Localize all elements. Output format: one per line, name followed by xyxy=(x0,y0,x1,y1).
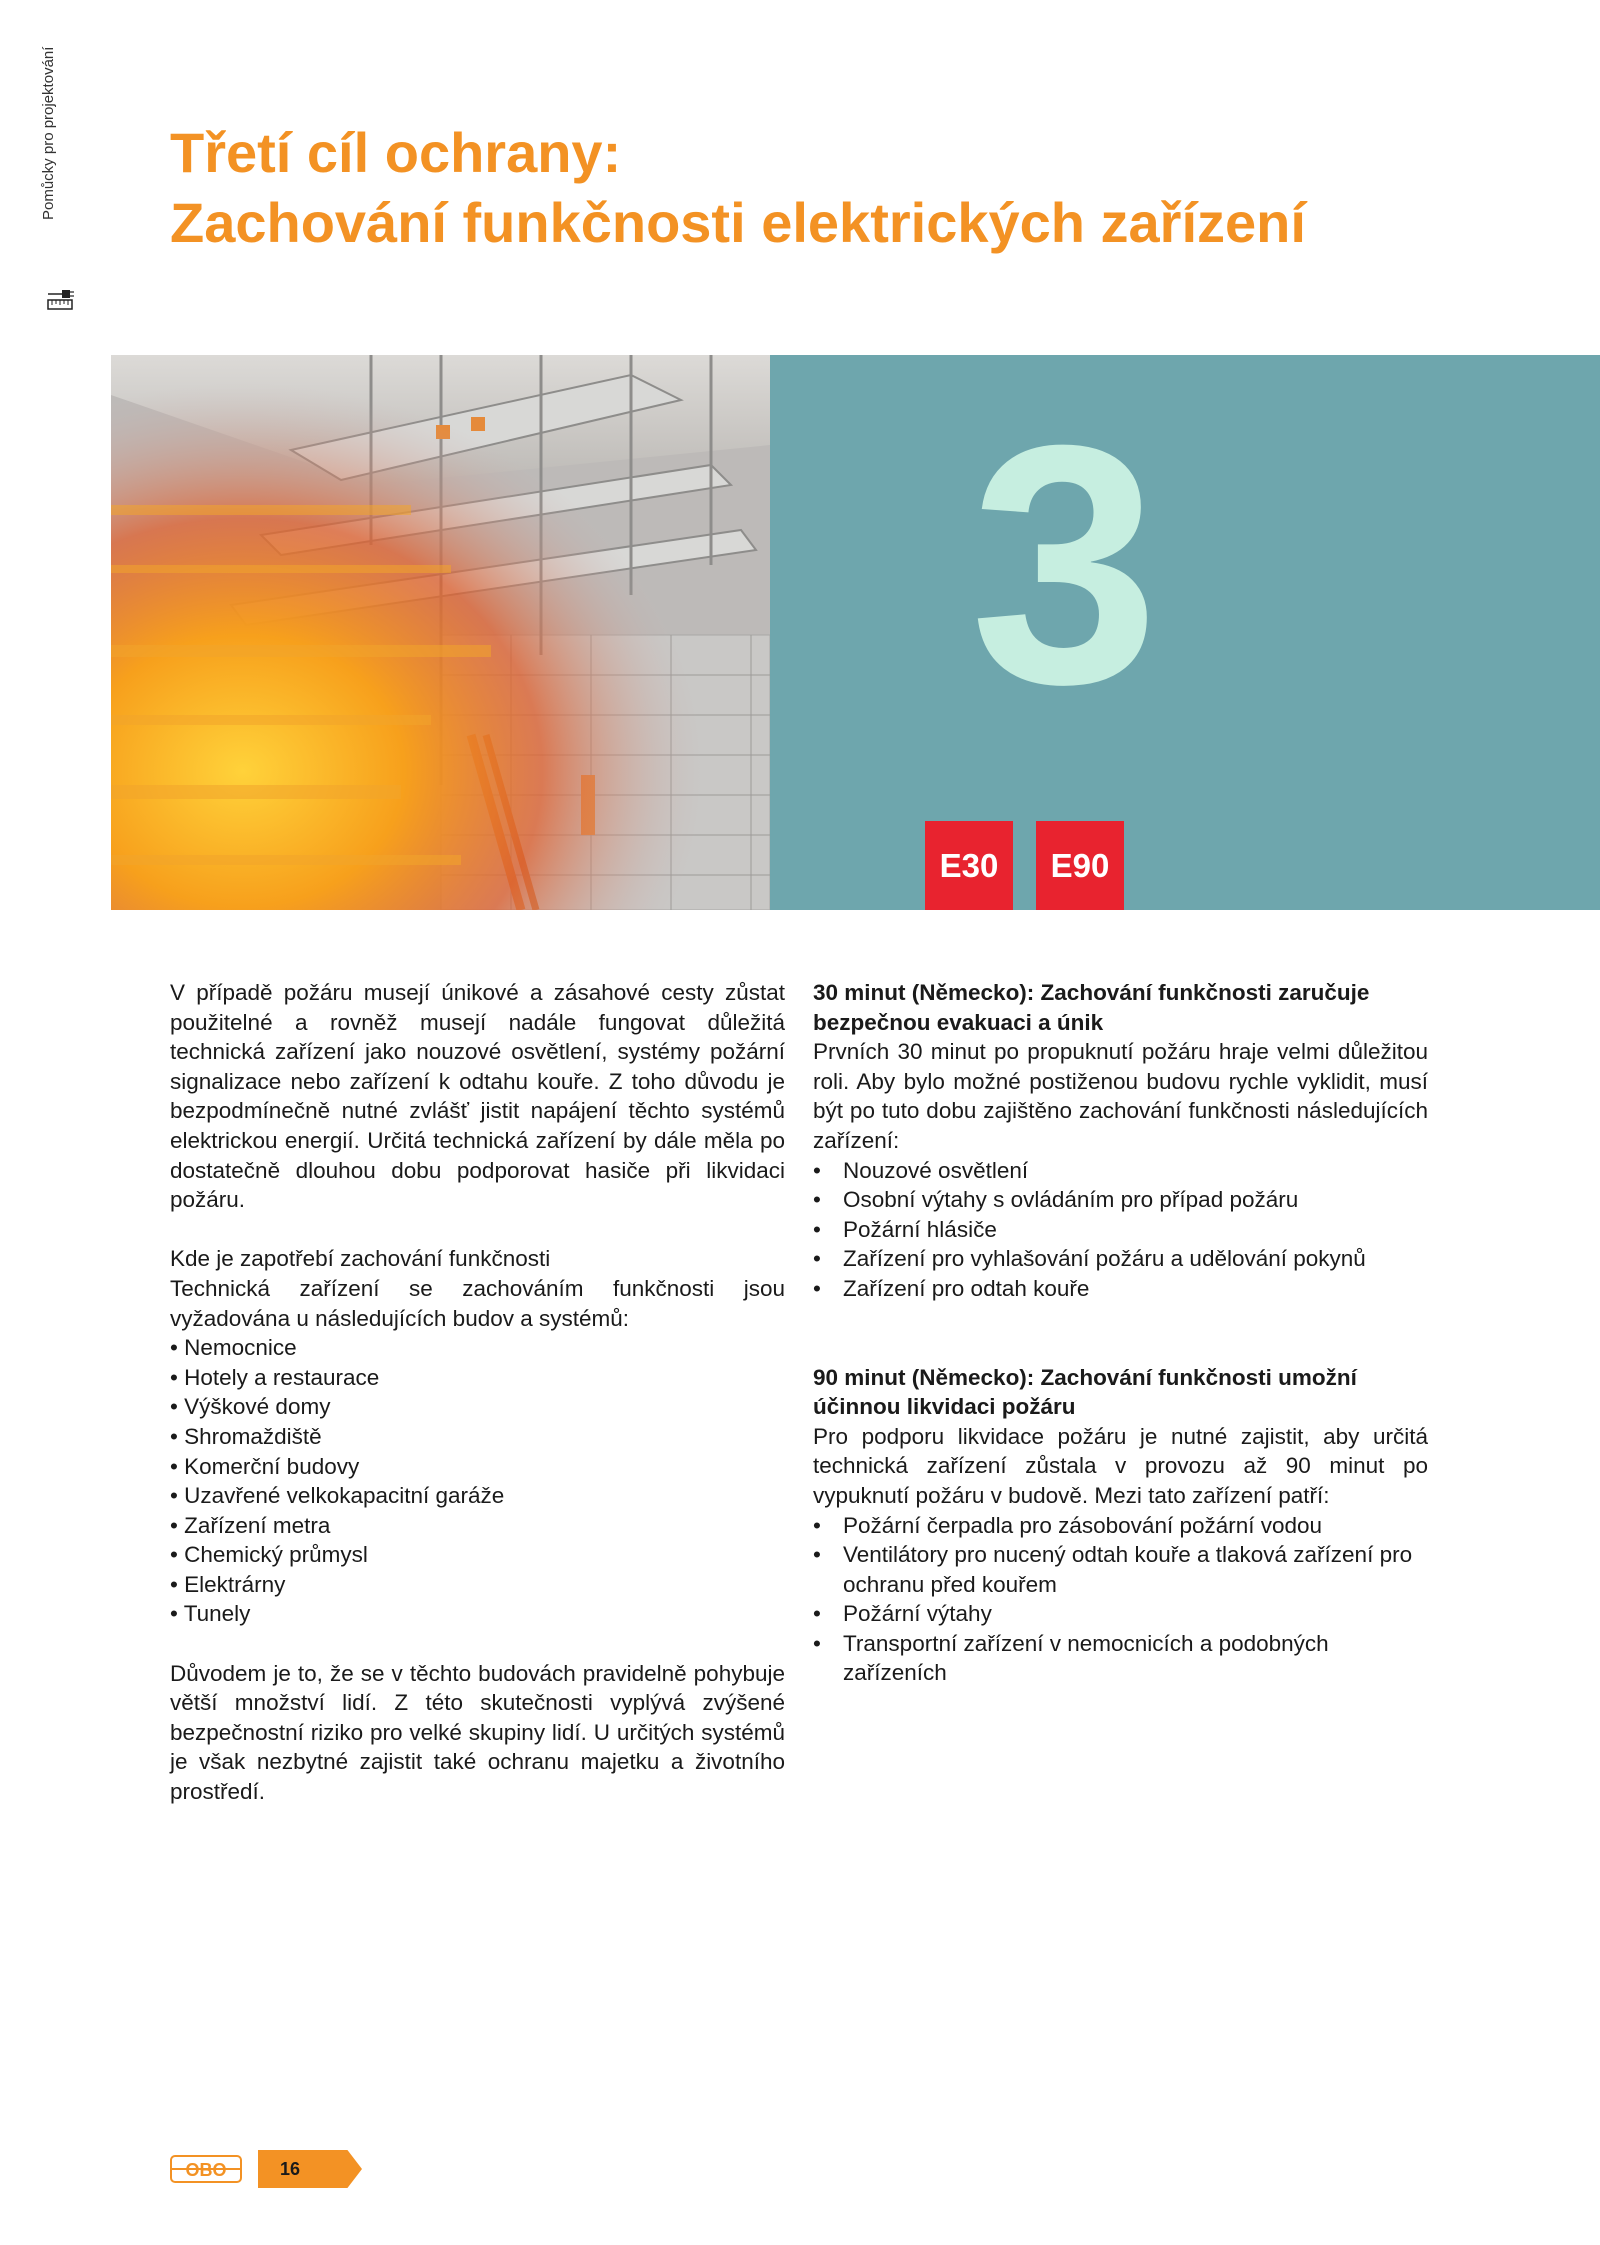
list-item: • Hotely a restaurace xyxy=(170,1363,785,1393)
section-30-heading: 30 minut (Německo): Zachování funkčnosti zaručuje bezpečnou evakuaci a únik xyxy=(813,980,1370,1035)
cable-trays-fire-image xyxy=(111,355,770,910)
list-item: • Zařízení metra xyxy=(170,1511,785,1541)
section-90-list xyxy=(813,1511,1428,1689)
list-item: • Zařízení pro vyhlašování požáru a udělování pokynů xyxy=(813,1244,1428,1274)
section-30-list xyxy=(813,1156,1428,1304)
section-number-panel xyxy=(770,355,1600,910)
closing-paragraph: Důvodem je to, že se v těchto budovách pravidelně pohybuje větší množství lidí. Z této skutečnosti vyplývá zvýšené bezpečnostní riziko pro velké skupiny lidí. U určitých systémů je však nezbytné zajistit také ochranu majetku a životního prostředí. xyxy=(170,1660,785,1805)
left-lead: Technická zařízení se zachováním funkčnosti jsou vyžadována u následujících budov a systémů: xyxy=(170,1275,785,1331)
list-item: • Uzavřené velkokapacitní garáže xyxy=(170,1481,785,1511)
list-item: • Nouzové osvětlení xyxy=(813,1156,1428,1186)
svg-text:OBO: OBO xyxy=(185,2160,227,2180)
list-item: • Výškové domy xyxy=(170,1392,785,1422)
section-90-text: Pro podporu likvidace požáru je nutné zajistit, aby určitá technická zařízení zůstala v provozu až 90 minut po vypuknutí požáru v budově. Mezi tato zařízení patří: xyxy=(813,1423,1428,1508)
list-item: • Nemocnice xyxy=(170,1333,785,1363)
list-item: • Ventilátory pro nucený odtah kouře a tlaková zařízení pro ochranu před kouřem xyxy=(813,1540,1428,1599)
list-item: • Komerční budovy xyxy=(170,1452,785,1482)
section-90-heading: 90 minut (Německo): Zachování funkčnosti umožní účinnou likvidaci požáru xyxy=(813,1364,1357,1420)
badge-e30: E30 xyxy=(925,821,1013,910)
list-item: • Požární výtahy xyxy=(813,1599,1428,1629)
list-item: • Transportní zařízení v nemocnicích a podobných zařízeních xyxy=(813,1629,1428,1688)
sidebar-section-label: Pomůcky pro projektování xyxy=(40,46,57,220)
hero-banner xyxy=(111,355,1600,910)
list-item: • Osobní výtahy s ovládáním pro případ požáru xyxy=(813,1185,1428,1215)
list-item: • Chemický průmysl xyxy=(170,1540,785,1570)
plug-ruler-icon xyxy=(46,286,76,316)
building-list xyxy=(170,1333,785,1629)
right-column xyxy=(813,978,1428,1688)
section-30-text: Prvních 30 minut po propuknutí požáru hraje velmi důležitou roli. Aby bylo možné postiženou budovu rychle vyklidit, musí být po tuto dobu zajištěno zachování funkčnosti následujících zařízení: xyxy=(813,1039,1428,1153)
intro-paragraph: V případě požáru musejí únikové a zásahové cesty zůstat použitelné a rovněž musejí nadále fungovat důležitá technická zařízení jako nouzové osvětlení, systémy požární signalizace nebo zařízení k odtahu kouře. Z toho důvodu je bezpodmínečně nutné zvlášť jistit napájení těchto systémů elektrickou energií. Určitá technická zařízení by dále měla po dostatečně dlouhou dobu podporovat hasiče při likvidaci požáru. xyxy=(170,980,785,1213)
list-item: • Elektrárny xyxy=(170,1570,785,1600)
list-item: • Tunely xyxy=(170,1599,785,1629)
list-item: • Požární hlásiče xyxy=(813,1215,1428,1245)
obo-logo xyxy=(170,2154,242,2184)
list-item: • Zařízení pro odtah kouře xyxy=(813,1274,1428,1304)
left-column xyxy=(170,978,785,1807)
section-number: 3 xyxy=(970,375,1160,755)
list-item: • Požární čerpadla pro zásobování požární vodou xyxy=(813,1511,1428,1541)
page-title-line1: Třetí cíl ochrany: xyxy=(170,121,622,184)
page-number-tab xyxy=(258,2150,362,2188)
page-number: 16 xyxy=(280,2159,301,2179)
list-item: • Shromaždiště xyxy=(170,1422,785,1452)
page-title xyxy=(170,118,1306,258)
left-subheading: Kde je zapotřebí zachování funkčnosti xyxy=(170,1246,551,1272)
page-title-line2: Zachování funkčnosti elektrických zařízení xyxy=(170,191,1306,254)
badge-e90: E90 xyxy=(1036,821,1124,910)
